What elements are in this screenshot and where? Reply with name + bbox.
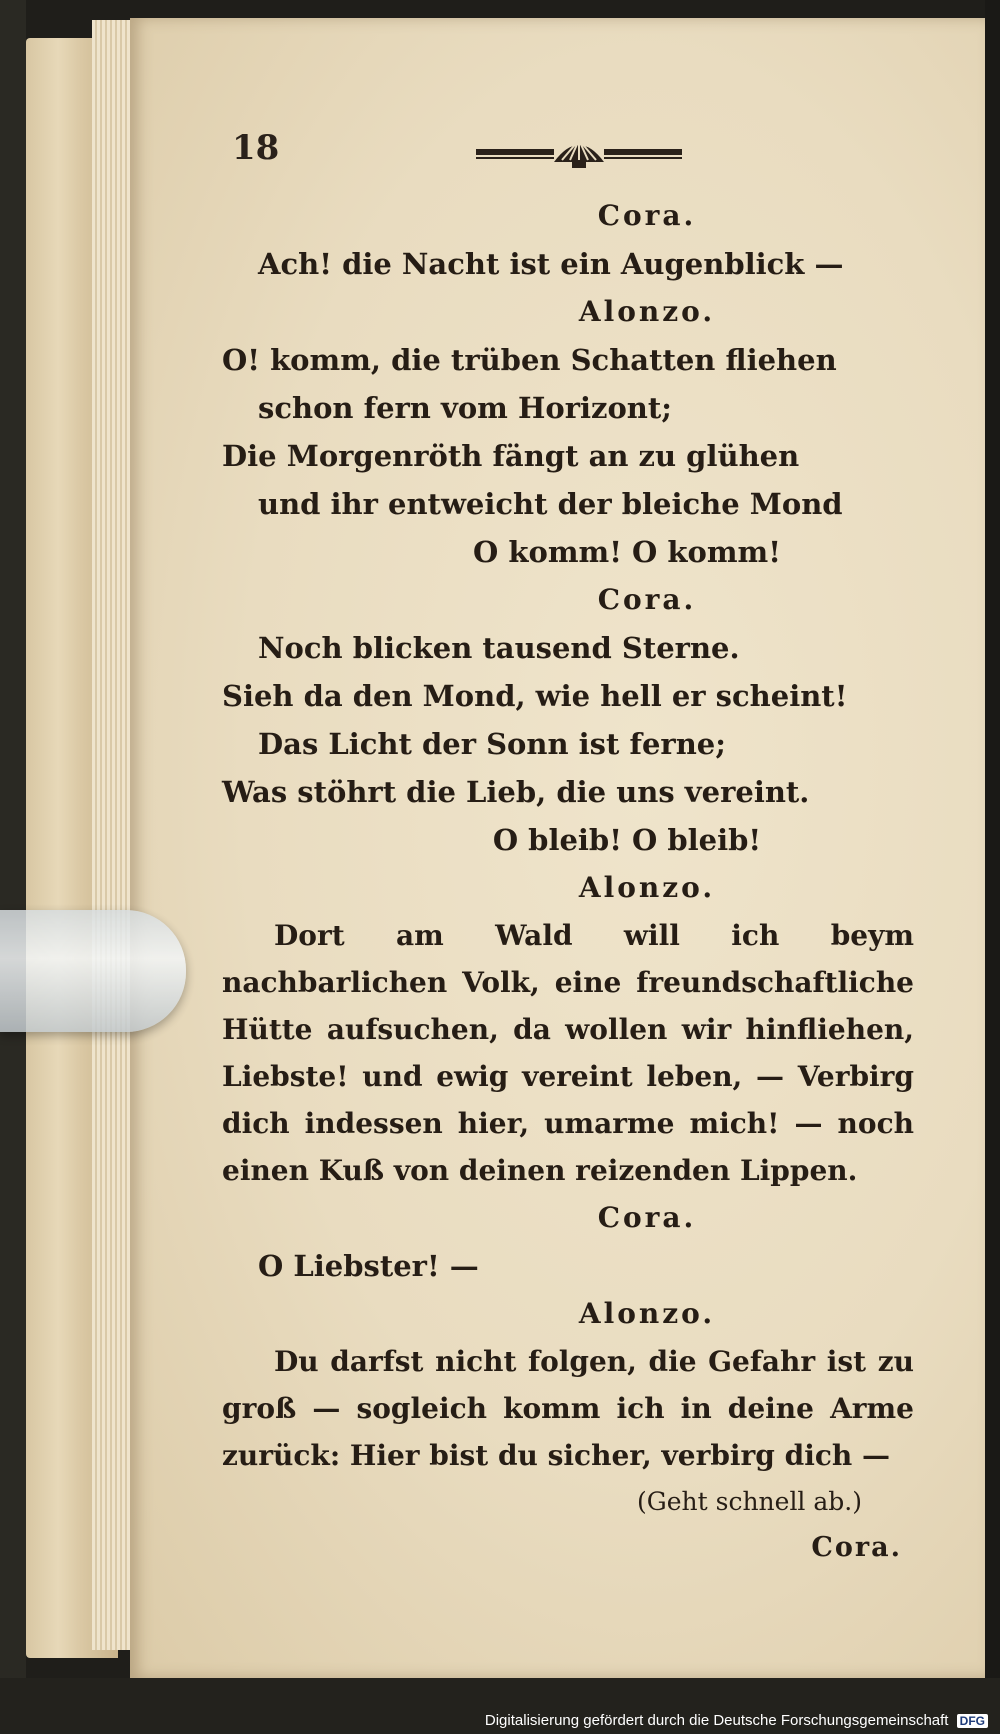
stage-direction: (Geht schnell ab.) bbox=[637, 1487, 862, 1516]
speaker-name: Cora. bbox=[597, 199, 697, 232]
page-text bbox=[222, 192, 922, 1571]
verse-line: schon fern vom Horizont; bbox=[258, 391, 672, 425]
verse-line: Sieh da den Mond, wie hell er scheint! bbox=[222, 679, 848, 713]
scan-background-right bbox=[985, 0, 1000, 1734]
catchword: Cora. bbox=[811, 1532, 902, 1563]
credit-text: Digitalisierung gefördert durch die Deutsche Forschungsgemeinschaft bbox=[484, 1712, 949, 1729]
verse-line: O komm! O komm! bbox=[473, 535, 781, 569]
speaker-name: Cora. bbox=[597, 583, 697, 616]
speaker-name: Cora. bbox=[597, 1201, 697, 1234]
verse-line: Ach! die Nacht ist ein Augenblick — bbox=[258, 247, 844, 281]
prose-paragraph: Dort am Wald will ich beym nachbarlichen Volk, eine freundschaftliche Hütte aufsuchen, da wollen wir hinfliehen, Liebste! und ewig vereint leben, — Verbirg dich indessen hier, umarme mich! — noch einen Kuß von deinen reizenden Lippen. bbox=[222, 919, 914, 1187]
speaker-name: Alonzo. bbox=[578, 295, 716, 328]
prose-paragraph: Du darfst nicht folgen, die Gefahr ist zu groß — sogleich komm ich in deine Arme zurück: Hier bist du sicher, verbirg dich — bbox=[222, 1345, 914, 1472]
speaker-name: Alonzo. bbox=[578, 871, 716, 904]
verse-line: Das Licht der Sonn ist ferne; bbox=[258, 727, 726, 761]
shell-ornament-icon bbox=[476, 132, 682, 176]
dfg-logo-icon: DFG bbox=[957, 1714, 988, 1728]
verse-line: und ihr entweicht der bleiche Mond bbox=[258, 487, 843, 521]
verse-line: Was stöhrt die Lieb, die uns vereint. bbox=[222, 775, 810, 809]
digitization-credit bbox=[485, 1712, 988, 1729]
scan-background-left bbox=[0, 0, 26, 1734]
verse-line: O! komm, die trüben Schatten fliehen bbox=[222, 343, 837, 377]
verse-line: O Liebster! — bbox=[258, 1249, 479, 1283]
verse-line: Noch blicken tausend Sterne. bbox=[258, 631, 740, 665]
page-number: 18 bbox=[232, 128, 280, 168]
speaker-name: Alonzo. bbox=[578, 1297, 716, 1330]
verse-line: Die Morgenröth fängt an zu glühen bbox=[222, 439, 800, 473]
page-clip bbox=[0, 910, 186, 1032]
verse-line: O bleib! O bleib! bbox=[492, 823, 762, 857]
